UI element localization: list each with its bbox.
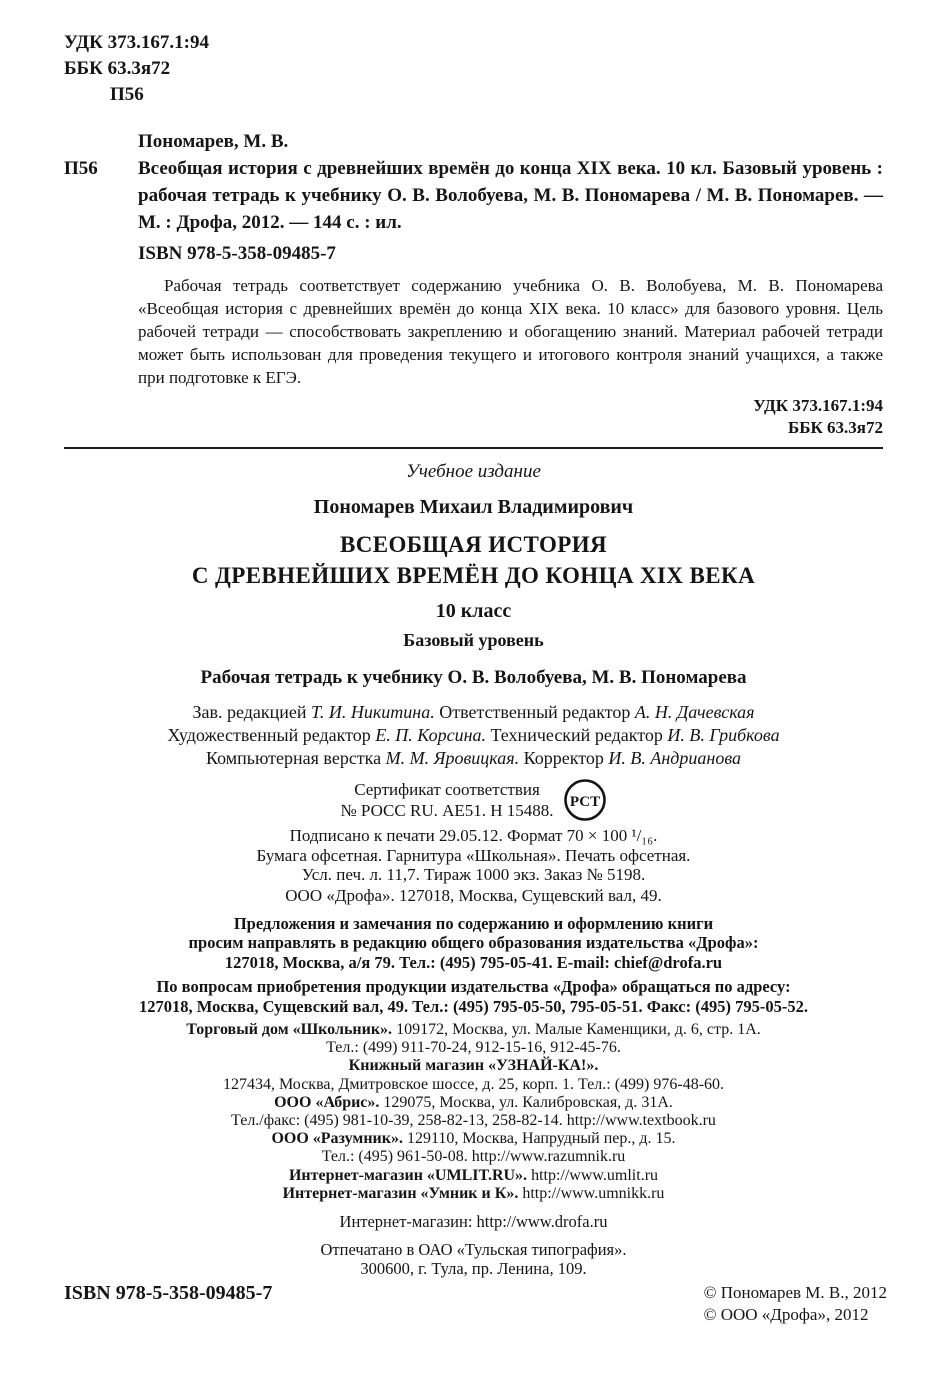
store-razumnik (64, 1130, 883, 1148)
classification-right-block (64, 395, 883, 439)
store-address: 129110, Москва, Напрудный пер., д. 15. (402, 1130, 676, 1148)
store-shkolnik-tel: Тел.: (499) 911-70-24, 912-15-16, 912-45-76. (326, 1039, 621, 1057)
copyright-line1: © Пономарев М. В., 2012 (703, 1283, 887, 1302)
staff-name: М. М. Яровицкая. (385, 748, 520, 768)
staff-role: Компьютерная верстка (205, 748, 386, 768)
feedback-block (64, 914, 883, 973)
udk-right-line: УДК 373.167.1:94 (753, 396, 883, 415)
divider (64, 447, 883, 449)
imprint-line1: Подписано к печати 29.05.12. Формат 70 × 100 ¹/₁₆. (289, 826, 658, 845)
copyright-block (704, 1282, 887, 1326)
book-title-line2: С ДРЕВНЕЙШИХ ВРЕМЁН ДО КОНЦА XIX ВЕКА (191, 563, 756, 588)
sales-block (64, 977, 883, 1016)
staff-line-1 (64, 701, 883, 724)
feedback-line1: Предложения и замечания по содержанию и оформлению книги (233, 913, 714, 933)
store-uznayka-addr: 127434, Москва, Дмитровское шоссе, д. 25, корп. 1. Тел.: (499) 976-48-60. (222, 1075, 725, 1093)
classification-block (64, 30, 883, 108)
store-name: Интернет-магазин «UMLIT.RU». (288, 1166, 528, 1184)
store-name: ООО «Абрис». (274, 1093, 380, 1111)
bbk-line: ББК 63.3я72 (64, 58, 171, 79)
store-razumnik-tel: Тел.: (495) 961-50-08. http://www.razumnik.ru (321, 1148, 626, 1166)
imprint-line2: Бумага офсетная. Гарнитура «Школьная». Печать офсетная. (256, 845, 691, 865)
store-name: Интернет-магазин «Умник и К». (282, 1184, 519, 1202)
certificate-line2: № РОСС RU. АЕ51. Н 15488. (340, 801, 554, 820)
edition-kind: Учебное издание (406, 461, 541, 482)
store-name: Торговый дом «Школьник». (186, 1021, 393, 1038)
staff-name: И. В. Грибкова (667, 725, 780, 745)
annotation: Рабочая тетрадь соответствует содержанию учебника О. В. Волобуева, М. В. Пономарева «Всеобщая история с древнейших времён до конца XIX века. 10 класс» для базового уровня. Цель рабочей тетради — способствовать закреплению и обогащению знаний. Материал рабочей тетради может быть использован для проведения текущего и итогового контроля знаний учащихся, а также при подготовке к ЕГЭ. (138, 276, 883, 387)
staff-line-3 (64, 747, 883, 770)
author-full-name: Пономарев Михаил Владимирович (313, 496, 634, 518)
book-title-line1: ВСЕОБЩАЯ ИСТОРИЯ (340, 532, 607, 557)
catalog-entry (64, 128, 883, 389)
catalog-code: П56 (64, 158, 98, 179)
online-store-line: Интернет-магазин: http://www.drofa.ru (339, 1212, 608, 1232)
feedback-line3: 127018, Москва, а/я 79. Тел.: (495) 795-05-41. E-mail: chief@drofa.ru (224, 952, 723, 972)
store-abris-tel: Тел./факс: (495) 981-10-39, 258-82-13, 258-82-14. http://www.textbook.ru (231, 1112, 716, 1130)
printing-line2: 300600, г. Тула, пр. Ленина, 109. (360, 1259, 587, 1279)
sales-line1: По вопросам приобретения продукции издательства «Дрофа» обращаться по адресу: (156, 977, 791, 996)
staff-role: Технический редактор (486, 725, 668, 745)
rst-mark-letters: РСТ (569, 794, 600, 810)
store-name: ООО «Разумник». (271, 1130, 403, 1148)
staff-role: Зав. редакцией (192, 702, 311, 722)
imprint-line3: Усл. печ. л. 11,7. Тираж 1000 экз. Заказ № 5198. (301, 865, 646, 884)
store-abris (64, 1094, 883, 1112)
staff-name: Т. И. Никитина. (311, 702, 435, 722)
store-shkolnik (64, 1021, 883, 1039)
rst-certification-mark-icon (563, 778, 607, 822)
footer (64, 1282, 887, 1326)
feedback-line2: просим направлять в редакцию общего образования издательства «Дрофа»: (188, 933, 759, 952)
bbk-right-line: ББК 63.3я72 (787, 418, 883, 437)
store-address: 129075, Москва, ул. Калибровская, д. 31А. (379, 1093, 673, 1111)
store-url: http://www.umlit.ru (527, 1166, 659, 1184)
udk-line: УДК 373.167.1:94 (64, 32, 209, 53)
grade-line: 10 класс (435, 600, 512, 622)
store-umnik (64, 1185, 883, 1203)
staff-name: И. В. Андрианова (608, 748, 742, 768)
catalog-description: Всеобщая история с древнейших времён до конца XIX века. 10 кл. Базовый уровень : рабочая тетрадь к учебнику О. В. Волобуева, М. В. Пономарева / М. В. Пономарев. — М. : Дрофа, 2012. — 144 с. : ил. (138, 158, 883, 233)
staff-name: А. Н. Дачевская (634, 702, 755, 722)
catalog-author: Пономарев, М. В. (138, 131, 289, 152)
copyright-line2: © ООО «Дрофа», 2012 (703, 1305, 869, 1324)
staff-line-2 (64, 724, 883, 747)
store-uznayka: Книжный магазин «УЗНАЙ-КА!». (348, 1057, 599, 1075)
store-umlit (64, 1167, 883, 1185)
store-address: 109172, Москва, ул. Малые Каменщики, д. 6, стр. 1А. (392, 1021, 761, 1038)
imprint-block (64, 826, 883, 885)
sales-line2: 127018, Москва, Сущевский вал, 49. Тел.: (495) 795-05-50, 795-05-51. Факс: (495) 795-05-52. (139, 996, 808, 1016)
catalog-description-row (64, 155, 883, 236)
level-line: Базовый уровень (403, 630, 544, 650)
author-sign-code: П56 (110, 84, 144, 105)
store-url: http://www.umnikk.ru (518, 1184, 665, 1202)
isbn-line: ISBN 978-5-358-09485-7 (138, 243, 336, 264)
staff-role: Ответственный редактор (434, 702, 635, 722)
staff-name: Е. П. Корсина. (375, 725, 486, 745)
staff-role: Художественный редактор (167, 725, 376, 745)
stores-block (64, 1021, 883, 1203)
staff-block (64, 701, 883, 770)
publisher-line: ООО «Дрофа». 127018, Москва, Сущевский вал, 49. (285, 885, 662, 905)
certificate-block (64, 778, 883, 822)
subtitle-line: Рабочая тетрадь к учебнику О. В. Волобуева, М. В. Пономарева (200, 667, 747, 688)
certificate-text (340, 779, 553, 821)
book-title (64, 529, 883, 591)
printing-block (64, 1240, 883, 1278)
footer-isbn: ISBN 978-5-358-09485-7 (64, 1282, 273, 1304)
printing-line1: Отпечатано в ОАО «Тульская типография». (320, 1240, 627, 1260)
certificate-line1: Сертификат соответствия (354, 780, 540, 799)
staff-role: Корректор (519, 748, 609, 768)
